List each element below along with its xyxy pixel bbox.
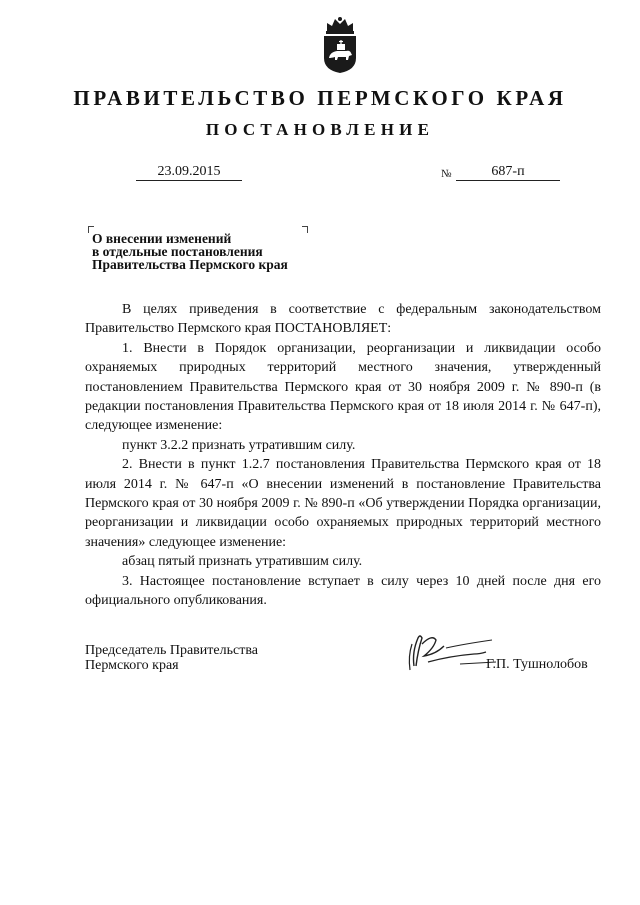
signer-position <box>85 643 258 673</box>
signer-position-line: Пермского края <box>85 658 179 673</box>
body-paragraph: пункт 3.2.2 признать утратившим силу. <box>122 437 356 453</box>
number-label: № <box>441 168 452 180</box>
handwritten-signature-icon <box>400 626 500 672</box>
body-paragraph: 3. Настоящее постановление вступает в силу через 10 дней после дня его официального опубликования. <box>85 573 601 609</box>
signer-position-line: Председатель Правительства <box>85 643 258 658</box>
document-type: ПОСТАНОВЛЕНИЕ <box>205 120 435 139</box>
perm-krai-coat-of-arms-icon <box>318 14 362 74</box>
document-subject <box>92 232 332 271</box>
subject-line: Правительства Пермского края <box>92 257 288 272</box>
subject-line: в отдельные постановления <box>92 244 263 259</box>
document-number: 687-п <box>456 164 560 181</box>
body-paragraph: В целях приведения в соответствие с федеральным законодательством Правительство Пермского края ПОСТАНОВЛЯЕТ: <box>85 302 601 337</box>
body-paragraph: 2. Внести в пункт 1.2.7 постановления Правительства Пермского края от 18 июля 2014 г. № 647-п «О внесении изменений в постановление Правительства Пермского края от 30 ноября 2009 г. № 890-п «Об утверждении Порядка организации, реорганизации и ликвидации особо охраняемых природных территорий местного значения» следующее изменение: <box>85 457 601 550</box>
subject-line: О внесении изменений <box>92 231 232 246</box>
body-paragraph: абзац пятый признать утратившим силу. <box>122 554 363 570</box>
document-date: 23.09.2015 <box>136 164 242 181</box>
government-title: ПРАВИТЕЛЬСТВО ПЕРМСКОГО КРАЯ <box>73 86 567 110</box>
body-paragraph: 1. Внести в Порядок организации, реорганизации и ликвидации особо охраняемых природных территорий местного значения, утвержденный постановлением Правительства Пермского края от 30 ноября 2009 г. № 890-п (в редакции постановления Правительства Пермского края от 18 июля 2014 г. № 647-п), следующее изменение: <box>85 340 601 434</box>
signer-name: Г.П. Тушнолобов <box>486 657 588 672</box>
document-body <box>85 300 601 611</box>
